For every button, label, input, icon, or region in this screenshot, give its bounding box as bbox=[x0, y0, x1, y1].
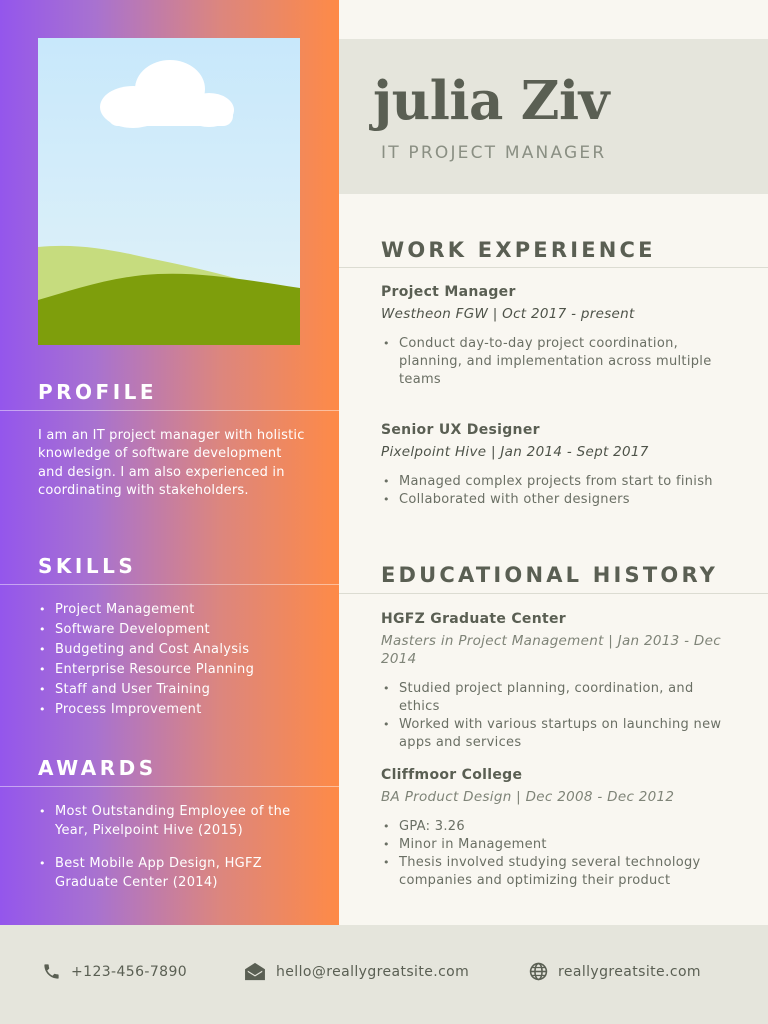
website-url: reallygreatsite.com bbox=[558, 963, 701, 980]
work-entry bbox=[381, 421, 726, 509]
work-experience-heading: WORK EXPERIENCE bbox=[381, 238, 656, 262]
divider bbox=[339, 267, 768, 268]
list-item: • Staff and User Training bbox=[38, 680, 328, 700]
divider bbox=[0, 410, 339, 411]
list-item: • Worked with various startups on launching new apps and services bbox=[381, 716, 726, 752]
school-name: HGFZ Graduate Center bbox=[381, 611, 566, 627]
list-item: • Software Development bbox=[38, 620, 328, 640]
profile-text: I am an IT project manager with holistic knowledge of software development and design. I am also experienced in coordinating with stakeholders. bbox=[38, 428, 305, 498]
awards-list bbox=[38, 803, 293, 907]
education-bullets bbox=[381, 680, 726, 752]
list-item: • GPA: 3.26 bbox=[381, 818, 726, 836]
list-item: • Project Management bbox=[38, 600, 328, 620]
job-meta: Westheon FGW | Oct 2017 - present bbox=[381, 306, 635, 322]
profile-heading: PROFILE bbox=[38, 380, 158, 404]
list-item: • Thesis involved studying several technology companies and optimizing their product bbox=[381, 854, 726, 890]
divider bbox=[0, 584, 339, 585]
email-address: hello@reallygreatsite.com bbox=[276, 963, 470, 980]
degree-meta: BA Product Design | Dec 2008 - Dec 2012 bbox=[381, 789, 675, 805]
divider bbox=[0, 786, 339, 787]
list-item: • Conduct day-to-day project coordination, planning, and implementation across multiple teams bbox=[381, 335, 726, 389]
school-name: Cliffmoor College bbox=[381, 767, 523, 783]
list-item: • Best Mobile App Design, HGFZ Graduate Center (2014) bbox=[38, 855, 293, 892]
awards-heading: AWARDS bbox=[38, 756, 157, 780]
job-bullets bbox=[381, 473, 726, 509]
list-item: • Managed complex projects from start to finish bbox=[381, 473, 726, 491]
person-name: julia Ziv bbox=[373, 70, 609, 132]
contact-website[interactable] bbox=[529, 962, 701, 981]
list-item: • Collaborated with other designers bbox=[381, 491, 726, 509]
job-bullets bbox=[381, 335, 726, 389]
job-role: IT PROJECT MANAGER bbox=[381, 143, 607, 163]
globe-icon bbox=[529, 962, 548, 981]
job-title: Senior UX Designer bbox=[381, 422, 540, 438]
work-entry bbox=[381, 283, 726, 389]
job-title: Project Manager bbox=[381, 284, 516, 300]
list-item: • Budgeting and Cost Analysis bbox=[38, 640, 328, 660]
skills-heading: SKILLS bbox=[38, 554, 137, 578]
job-meta: Pixelpoint Hive | Jan 2014 - Sept 2017 bbox=[381, 444, 649, 460]
education-bullets bbox=[381, 818, 726, 890]
list-item: • Enterprise Resource Planning bbox=[38, 660, 328, 680]
list-item: • Minor in Management bbox=[381, 836, 726, 854]
divider bbox=[339, 593, 768, 594]
degree-meta: Masters in Project Management | Jan 2013 - Dec 2014 bbox=[381, 633, 721, 667]
education-entry bbox=[381, 766, 726, 890]
contact-phone[interactable] bbox=[42, 962, 187, 981]
phone-icon bbox=[42, 962, 61, 981]
list-item: • Studied project planning, coordination, and ethics bbox=[381, 680, 726, 716]
education-heading: EDUCATIONAL HISTORY bbox=[381, 563, 719, 587]
contact-email[interactable] bbox=[244, 962, 469, 981]
phone-number: +123-456-7890 bbox=[71, 963, 188, 980]
list-item: • Most Outstanding Employee of the Year, Pixelpoint Hive (2015) bbox=[38, 803, 293, 840]
education-entry bbox=[381, 610, 726, 752]
list-item: • Process Improvement bbox=[38, 700, 328, 720]
skills-list bbox=[38, 600, 328, 720]
sidebar bbox=[0, 0, 339, 925]
profile-photo-placeholder bbox=[38, 38, 300, 345]
email-icon bbox=[244, 962, 266, 981]
